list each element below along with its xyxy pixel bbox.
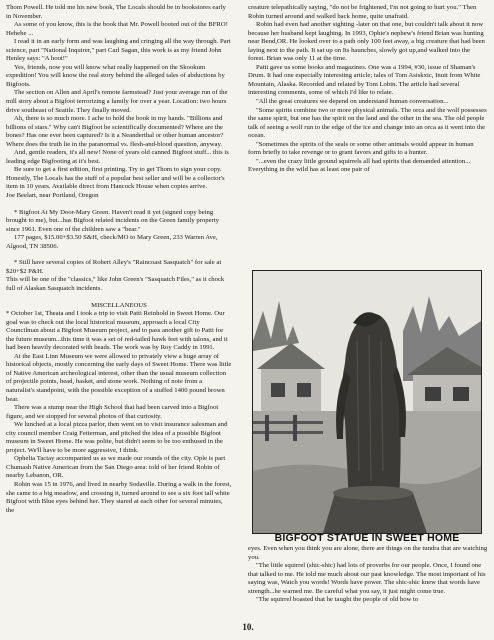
section-heading: MISCELLANEOUS [91,301,147,309]
quote: "The squirrel boasted that he taught the people of old how to [256,596,419,604]
right-column-bottom [248,545,488,605]
paragraph: Yes, friends, now you will know what really happened on the Skookum expedition! You will know the real story behind the alleged tales of abductions by Bigfoots. [6,63,225,88]
photo-caption: BIGFOOT STATUE IN SWEET HOME [274,532,460,544]
paragraph: There was a stump near the High School that had been carved into a Bigfoot figure, and we stopped for several photos of that curiosity. [6,404,219,420]
book-listing: * Bigfoot At My Door-Mary Green. Haven't read it yet (signed copy being brought to me), but...has Bigfoot related incidents on the Green family property since 1961. Even one of the children saw a "bear." [6,208,220,233]
book-price: 177 pages, $15.00+$3.50 S&H, check/MO to Mary Green, 233 Warren Ave, Algood, TN 38506. [6,234,218,250]
paragraph: At the East Linn Museum we were allowed to privately view a huge array of historical objects, mostly concerning the early days of Sweet Home. There was little of Native American archeological interest, other than the usual museum collection of projectile points, bead, basket, and stone work. Nothing of note from a naturalist's standpoint, with the possible exception of a stuffed 1400 pound brown bear. [6,352,232,403]
quote: "Sometimes the spirits of the seals or some other animals would appear in human form briefly to take revenge or to grant favors and gifts to a hunter. [248,140,474,157]
paragraph: I read it in an early form and was laughing and cringing all the way through. Part science, part "National Inquirer," part Carl Sagan, this work is as my friend John Henley says: "A hoot!" [6,38,231,63]
quote: "Some spirits combine two or more physical animals. The orca and the wolf possesses the same spirit, but one has the spirit on the land and the other in the sea. The old people talk of seeing a wolf run to the edge of the ice and change into an orca as it went into the ocean. [248,106,487,140]
book-listing: * Still have several copies of Robert Alley's "Raincoast Sasquatch" for sale at $20+$2 P&H. [6,259,222,275]
paragraph: Patti gave us some books and magazines. One was a 1994, #30, issue of Shaman's Drum. It had one especially interesting article; tales of Tom Asiskxic, Inuit from White Mountain, Alaska. Recorded and related by Tom Lobin. The article had several interesting comments, some of which I'd like to relate. [248,63,481,97]
paragraph: creature telepathically saying, "do not be frightened, I'm not going to hurt you." Then Robin turned around and walked back home, quite unafraid. [248,4,477,20]
paragraph: Ophelia Tactay accompanied us as we made our rounds of the city. Ople is part Chumash Native American from the San Diego area: told of her friend Robin of nearby Lebanon, OR. [6,455,226,480]
quote: "All the great creatures we depend on understand human conversation... [256,98,449,106]
author-signature: Joe Beelart, near Portland, Oregon [6,192,99,200]
book-note: This will be one of the "classics," like John Green's "Sasquatch Files," as it chock full of Alaskan Sasquatch incidents. [6,276,225,292]
left-column [6,4,232,515]
paragraph: Thom Powell. He told me his new book, The Locals should be in bookstores early in November. [6,4,226,20]
paragraph: eyes. Even when you think you are alone, there are things on the tundra that are watching you. [248,545,488,561]
paragraph: Ah, there is so much more. I ache to hold the book in my hands. "Billions and billions of stars." Why can't Bigfoot be scientifically documented? Where are the bones? Has one ever been captured? Is it a Neanderthal or other human ancestor? Where does the truth lie in the paranormal vs. flesh-and-blood question, anyway. [6,115,224,148]
quote: "The little squirrel (shic-shic) had lots of proverbs for our people. Once, I found one that talked to me. He told me much about our past knowledge. The most important of his saying was, Watch you words! Words have power. The shic-shic knew that words have strength...he warned me. Be careful what you say, it just might come true. [248,562,486,595]
paragraph: And, gentle readers, it's all new! None of years old canned Bigfoot stuff... this is leading edge Bigfooting at it's best. [6,149,229,165]
paragraph: As some of you know, this is the book that Mr. Powell booted out of the BFRO! Hehehe ... [6,21,228,37]
paragraph: The section on Allen and April's remote farmstead? Just your average run of the mill story about a Bigfoot terrorizing a family for over a year. Location: two hours drive southeast of Seattle. They finally moved. [6,89,228,114]
paragraph: Be sure to get a first edition, first printing. Try to get Thom to sign your copy. Honestly, The Locals has the stuff of a popular best seller and will be a collector's item in 10 years. Available direct from Hancock House when copies arrive. [6,166,225,191]
paragraph: We lunched at a local pizza parlor, then went on to visit insurance salesman and city council member Craig Fetterman, and pitched the idea of a possible Bigfoot museum in Sweet Home. He was polite, but didn't seem to be too enthused in the project. We'll have to be more aggressive, I think. [6,421,228,454]
quote: "...even the crazy little ground squirrels all had spirits that demanded attention... Everything in the wild has at least one pair of [248,157,471,174]
page-number: 10. [242,622,254,632]
paragraph: Robin had even had another sighting -later on that one, but couldn't talk about it now because her husband kept laughing. In 1993, Ophie's nephew's friend Brian was hunting near Bend,OR. He looked over to a path only 100 feet away, a big creature that had been laying next to the path. It sat up on Its haunches, slowly got up,and walked into the forest. Brian was only 11 at the time. [248,21,485,63]
bigfoot-statue-photo [252,270,482,534]
paragraph: Robin was 15 in 1976, and lived in nearby Sodaville. During a walk in the forest, she came to a big meadow, and crossing it, turned around to see a six foot tall white Bigfoot with Blue eyes behind her. They stared at each other for several minutes, the [6,480,232,514]
paragraph: * October 1st, Theata and I took a trip to visit Patti Reinhold in Sweet Home. Our goal was to check out the local historical museum, approach a local City Councilman about a Bigfoot Museum project, and to pass another gift to Patti for the future museum...this time it was a set of red-tailed hawk feet with talons, and it had been heavily decorated with beads. The work was by Roy Caddy in 1991. [6,310,228,352]
right-column-top [248,4,488,175]
